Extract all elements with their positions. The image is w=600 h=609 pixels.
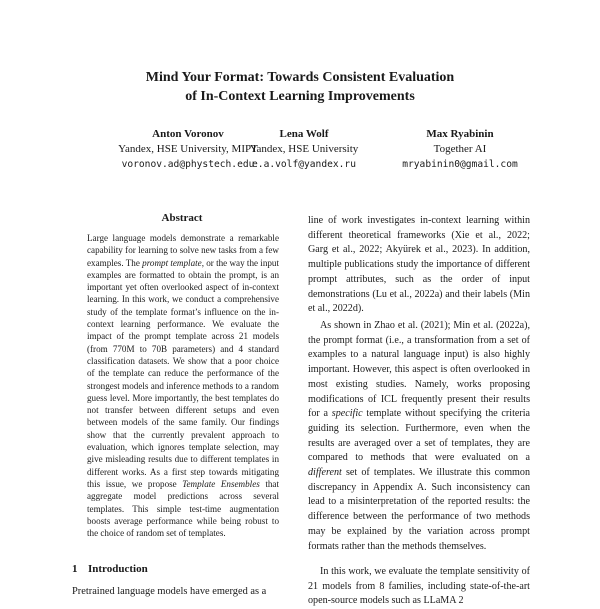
author-email[interactable]: mryabinin0@gmail.com [402, 159, 518, 170]
paragraph-text-part: template without specifying the criteria guiding its selection. Furthermore, even when the results are averaged over a set of templates, they are compared to methods that were evaluated on a [308, 408, 530, 464]
author-block [360, 127, 560, 172]
right-column-paragraph: line of work investigates in-context learning within different theoretical frameworks (Xie et al., 2022; Garg et al., 2022; Akyürek et al., 2023). In addition, multiple publications study the importance of different prompt attributes, such as the order of input demonstrations (Lu et al., 2022a) and their labels (Min et al., 2022d). [308, 215, 530, 315]
author-affiliation: Yandex, HSE University, MIPT [118, 143, 258, 155]
abstract-text-part: Large language models demonstrate a remarkable capability for learning to solve new tasks from a few examples. The [87, 233, 279, 268]
section-title: Introduction [88, 563, 148, 575]
author-name: Anton Voronov [152, 128, 224, 140]
title-line-1: Mind Your Format: Towards Consistent Evaluation [145, 70, 455, 85]
author-name: Max Ryabinin [426, 128, 494, 140]
title-line-2: of In-Context Learning Improvements [185, 89, 415, 104]
author-name: Lena Wolf [279, 128, 329, 140]
abstract-emphasis: Template Ensembles [182, 478, 260, 489]
abstract-heading: Abstract [161, 212, 203, 224]
author-affiliation: Together AI [433, 143, 487, 155]
paragraph-text-part: As shown in Zhao et al. (2021); Min et al. (2022a), the prompt format (i.e., a transformation from a set of examples to a natural language input) is also highly important. However, this aspect is often overlooked in most existing studies. Namely, works proposing modifications of ICL frequently present their results for a [308, 320, 530, 420]
paper-title [0, 68, 600, 106]
right-column-paragraph: In this work, we evaluate the template sensitivity of 21 models from 8 families, including state-of-the-art open-source models such as LLaMA 2 [308, 566, 530, 607]
paragraph-emphasis: specific [331, 408, 363, 420]
abstract-text-part: , or the way the input examples are formatted to obtain the prompt, is an important yet often overlooked aspect of in-context learning. In this work, we conduct a comprehensive study of the template format’s influence on the in-context learning performance. We evaluate the impact of the prompt template across 21 models (from 770M to 70B parameters) and 4 standard classification datasets. We show that a poor choice of the template can reduce the performance of the strongest models and inference methods to a random guess level. More importantly, the best templates do not transfer between different setups and even between models of the same family. Our findings show that the currently prevalent approach to evaluation, which ignores template selection, may give misleading results due to different templates in different works. As a first step towards mitigating this issue, we propose [87, 257, 279, 489]
right-column-paragraph [308, 319, 530, 554]
abstract-text-part: that aggregate model predictions across several templates. This simple test-time augmentation boosts average performance while being robust to the choice of random set of templates. [87, 478, 279, 539]
section-heading [72, 563, 148, 575]
author-affiliation: Yandex, HSE University [249, 143, 359, 155]
section-number: 1 [72, 563, 78, 575]
abstract-emphasis: prompt template [142, 257, 202, 268]
author-email[interactable]: voronov.ad@phystech.edu [121, 159, 255, 170]
paragraph-emphasis: different [308, 467, 342, 479]
author-email[interactable]: e.a.volf@yandex.ru [252, 159, 356, 170]
paragraph-text-part: set of templates. We illustrate this common discrepancy in Appendix A. Such inconsistency can lead to a misinterpretation of the reported results: the difference between the performance of two methods may be explained by the variation across prompt formats rather than the methods themselves. [308, 467, 530, 552]
intro-text: Pretrained language models have emerged as a [72, 586, 267, 597]
abstract-text [87, 232, 279, 539]
